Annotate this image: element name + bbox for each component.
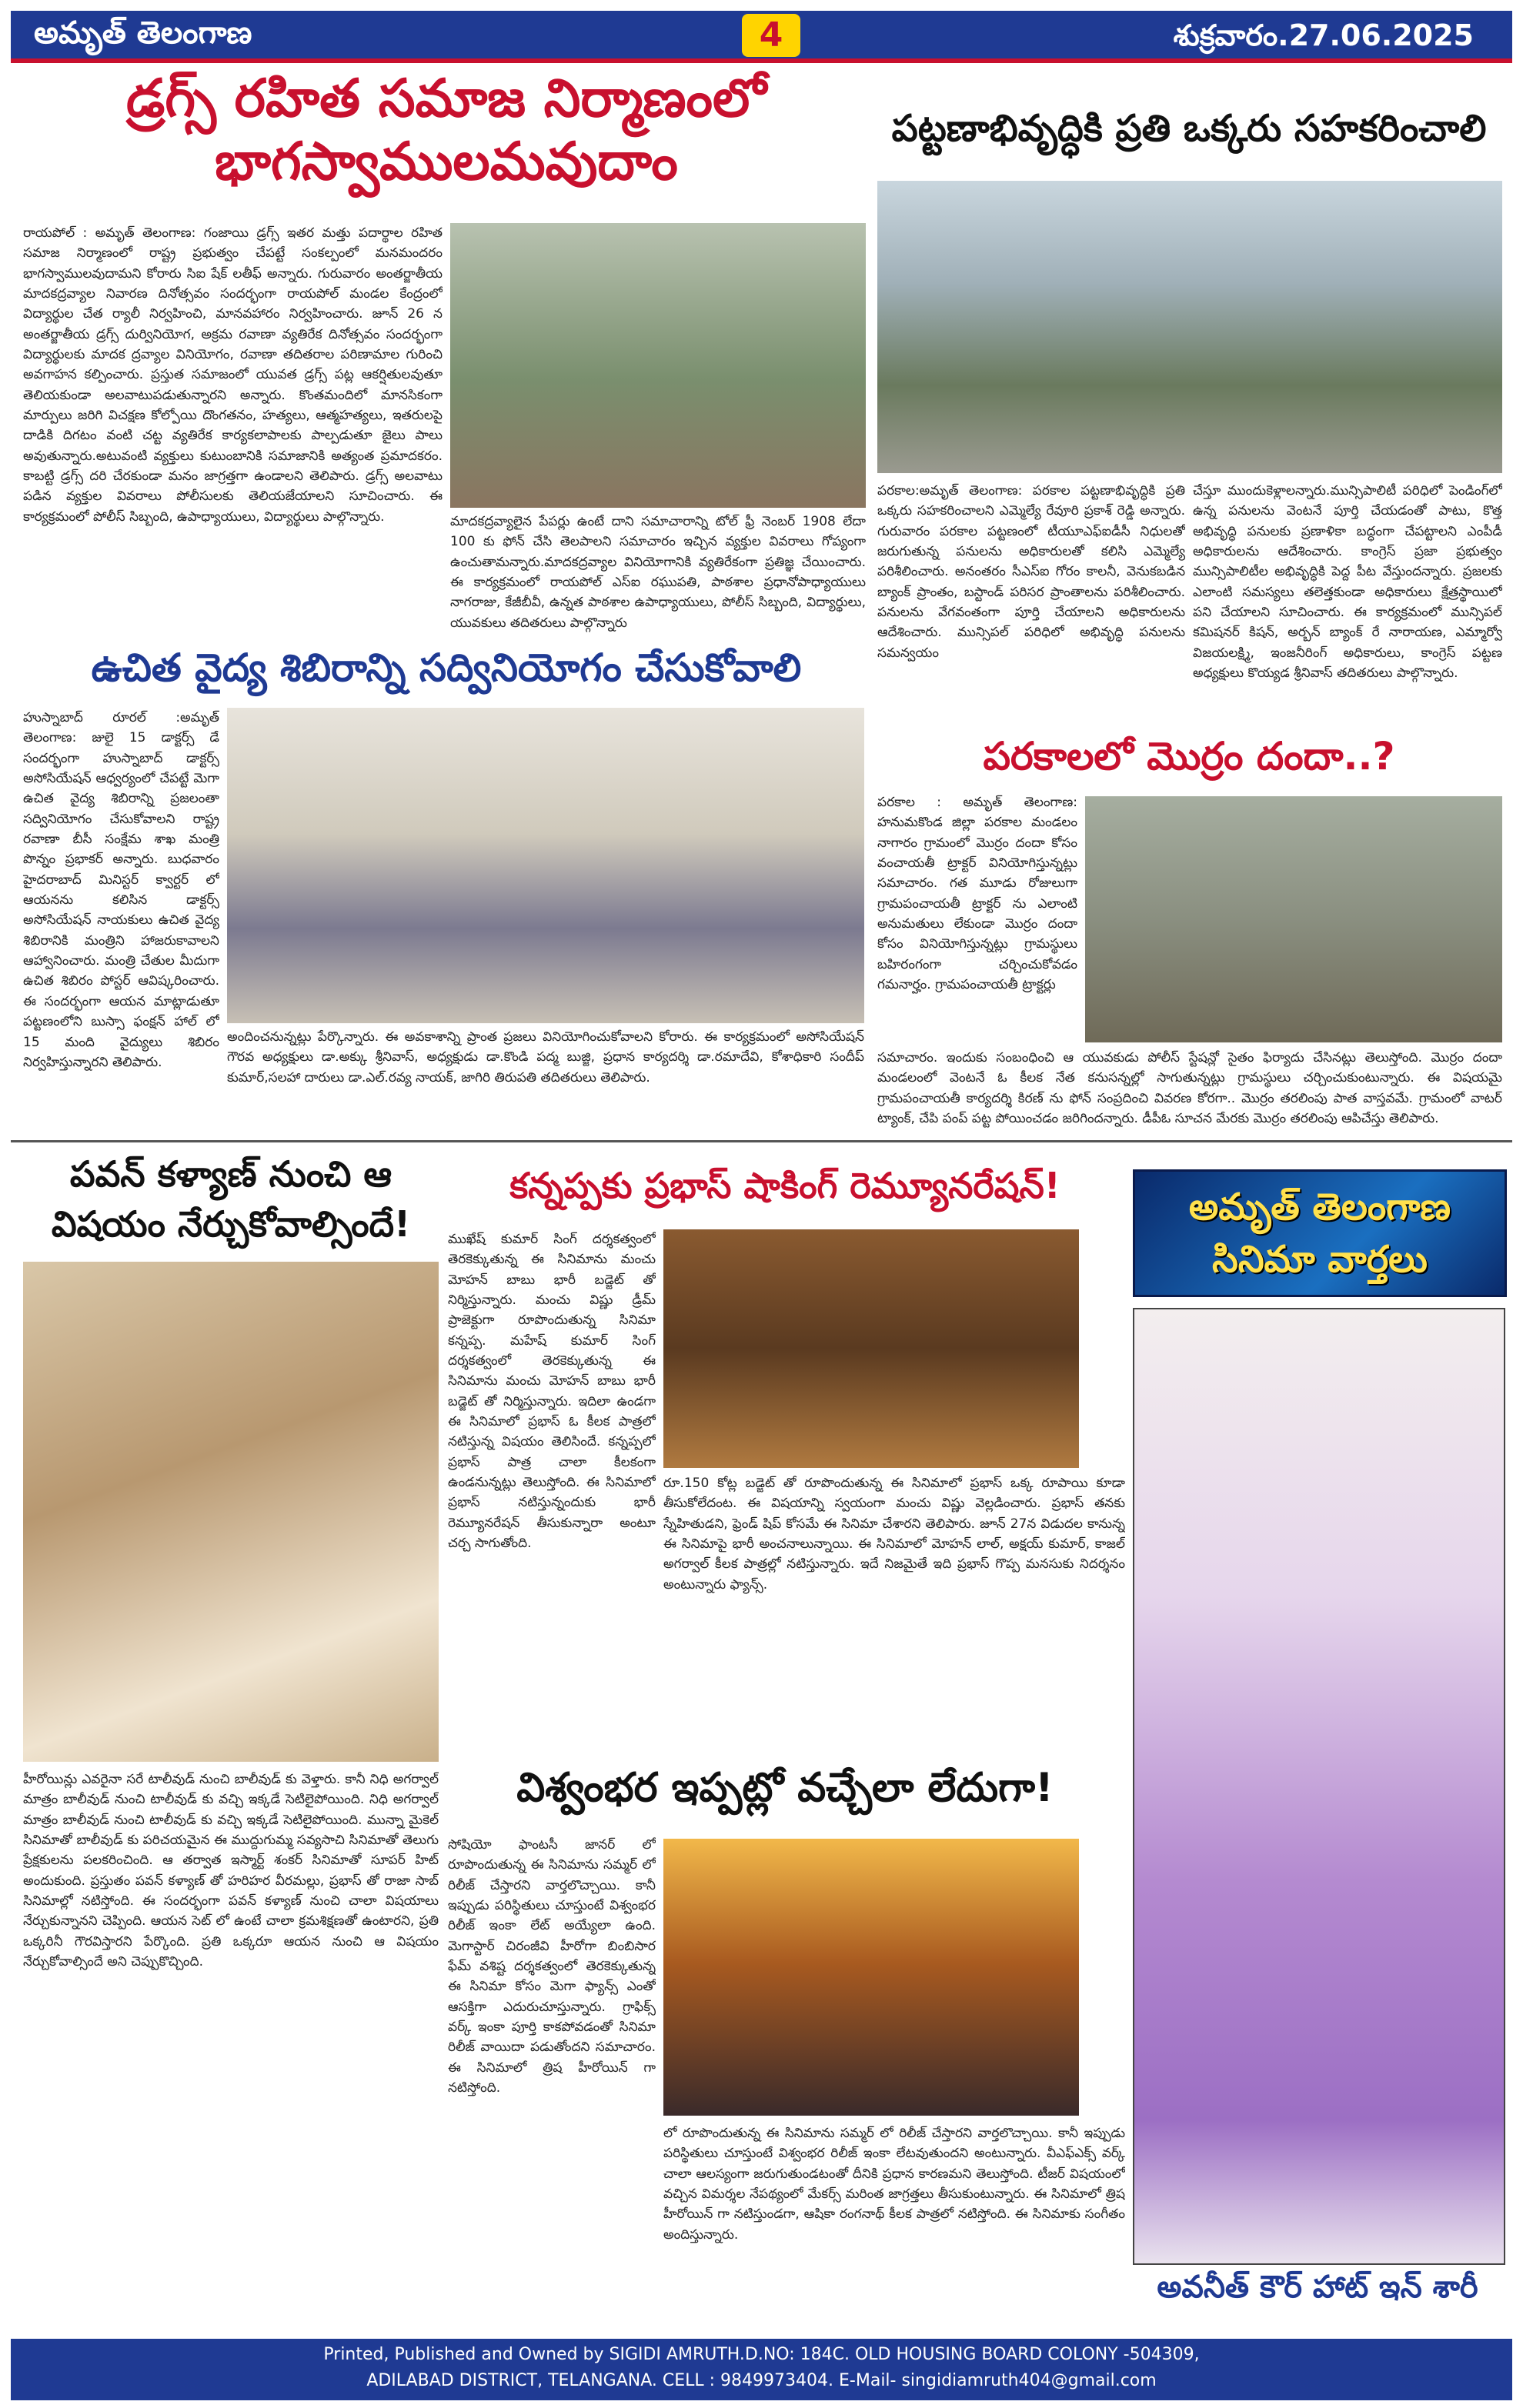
footer-line2: ADILABAD DISTRICT, TELANGANA. CELL : 9849973404. E-Mail- singidiamruth404@gmail.com (366, 2371, 1157, 2390)
drugs-rally-photo (450, 223, 866, 508)
vishwambhara-headline: విశ్వంభర ఇప్పట్లో వచ్చేలా లేదుగా! (516, 1765, 1054, 1811)
kannappa-body: ముఖేష్ కుమార్ సింగ్ దర్శకత్వంలో తెరకెక్కుతున్న ఈ సినిమాను మంచు మోహన్ బాబు భారీ బడ్జెట్ తో నిర్మిస్తున్నారు. మంచు విష్ణు డ్రీమ్ ప్రాజెక్టుగా రూపొందుతున్న సినిమా కన్నప్ప. మహేష్ కుమార్ సింగ్ దర్శకత్వంలో తెరకెక్కుతున్న ఈ సినిమాను మంచు మోహన్ బాబు భారీ బడ్జెట్ తో నిర్మిస్తున్నారు. ఇదిలా ఉండగా ఈ సినిమాలో ప్రభాస్ ఓ కీలక పాత్రలో నటిస్తున్న విషయం తెలిసిందే. కన్నప్పలో ప్రభాస్ పాత్ర చాలా కీలకంగా ఉండనున్నట్లు తెలుస్తోంది. ఈ సినిమాలో ప్రభాస్ నటిస్తున్నందుకు భారీ రెమ్యూనరేషన్ తీసుకున్నారా అంటూ చర్చ సాగుతోంది. (448, 1232, 656, 1552)
drugs-body: రాయపోల్ : అమృత్ తెలంగాణ: గంజాయి డ్రగ్స్ ఇతర మత్తు పదార్థాల రహిత సమాజ నిర్మాణంలో రాష్ట్ర ప్రభుత్వం చేపట్టే సంకల్పంలో మనమందరం భాగస్వాములవుదామని కోరారు సిఐ షేక్ లతీఫ్ అన్నారు. గురువారం అంతర్జాతీయ మాదకద్రవ్యాల నివారణ దినోత్సవం సందర్భంగా రాయపోల్ మండల కేంద్రంలో విద్యార్థుల చేత ర్యాలీ నిర్వహించి, మానవహారం నిర్వహించారు. జూన్ 26 న అంతర్జాతీయ డ్రగ్స్ దుర్వినియోగ, అక్రమ రవాణా వ్యతిరేక దినోత్సవం సందర్భంగా విద్యార్థులకు మాదక ద్రవ్యాల వినియోగం, రవాణా తదితరాల పరిణామాల గురించి అవగాహన కల్పించారు. ప్రస్తుత సమాజంలో యువత డ్రగ్స్ పట్ల ఆకర్షితులవుతూ తెలియకుండా అలవాటుపడుతున్నారని అన్నారు. కొంతమందిలో మానసికంగా మార్పులు జరిగి విచక్షణ కోల్పోయి దొంగతనం, హత్యలు, ఆత్మహత్యలు, ఇతరులపై దాడికి దిగటం వంటి చట్ట వ్యతిరేక కార్యకలాపాలకు పాల్పడుతూ జైలు పాలు అవుతున్నారు.అటువంటి వ్యక్తులు కుటుంబానికి సమాజానికి అత్యంత ప్రమాదకరం. కాబట్టి డ్రగ్స్ దరి చేరకుండా మనం జాగ్రత్తగా ఉండాలని తెలిపారు. డ్రగ్స్ అలవాటు పడిన వ్యక్తుల వివరాలు పోలీసులకు తెలియజేయాలని సూచించారు. ఈ కార్యక్రమంలో పోలీస్ సిబ్బంది, ఉపాధ్యాయులు, విద్యార్థులు పాల్గొన్నారు. (23, 225, 443, 525)
medical-body: హుస్నాబాద్ రూరల్ :అమృత్ తెలంగాణ: జులై 15 డాక్టర్స్ డే సందర్భంగా హుస్నాబాద్ డాక్టర్స్ అసోసియేషన్ ఆధ్వర్యంలో చేపట్టే మెగా ఉచిత వైద్య శిబిరాన్ని ప్రజలంతా సద్వినియోగం చేసుకోవాలని రాష్ట్ర రవాణా బీసీ సంక్షేమ శాఖ మంత్రి పొన్నం ప్రభాకర్ అన్నారు. బుధవారం హైదరాబాద్ మినిస్టర్ క్వార్టర్ లో ఆయనను కలిసిన డాక్టర్స్ అసోసియేషన్ నాయకులు ఉచిత వైద్య శిబిరానికి మంత్రిని హాజరుకావాలని ఆహ్వానించారు. మంత్రి చేతుల మీదుగా ఉచిత శిబిరం పోస్టర్ ఆవిష్కరించారు. ఈ సందర్భంగా ఆయన మాట్లాడుతూ పట్టణంలోని బుస్సా ఫంక్షన్ హాల్ లో 15 మంది వైద్యులు శిబిరం నిర్వహిస్తున్నారని తెలిపారు. (23, 710, 219, 1070)
sand-body: పరకాల : అమృత్ తెలంగాణ: హనుమకొండ జిల్లా పరకాల మండలం నాగారం గ్రామంలో మొర్రం దందా కోసం వంచాయతీ ట్రాక్టర్ వినియోగిస్తున్నట్లు సమాచారం. గత మూడు రోజులుగా గ్రామపంచాయతీ ట్రాక్టర్ ను ఎలాంటి అనుమతులు లేకుండా మొర్రం దందా కోసం వినియోగిస్తున్నట్లు గ్రామస్థులు బహిరంగంగా చర్చించుకోవడం గమనార్హం. గ్రామపంచాయతీ ట్రాక్టర్లు (877, 795, 1077, 993)
medical-headline: ఉచిత వైద్య శిబిరాన్ని సద్వినియోగం చేసుకోవాలి (91, 645, 802, 690)
cinema-banner-line1: అమృత్ తెలంగాణ (1188, 1186, 1451, 1229)
footer-imprint (11, 2339, 1512, 2400)
drugs-body-right: మాదకద్రవ్యాలైన పేపర్లు ఉంటే దాని సమాచారాన్ని టోల్ ఫ్రీ నెంబర్ 1908 లేదా 100 కు ఫోన్ చేసి తెలపాలని సమాచారం ఇచ్చిన వ్యక్తుల వివరాలు గోప్యంగా ఉంచుతామన్నారు.మాదకద్రవ్యాల వినియోగానికి వ్యతిరేకంగా ప్రతిజ్ఞ చేయించారు. ఈ కార్యక్రమంలో రాయపోల్ ఎస్ఐ రఘుపతి, పాఠశాల ప్రధానోపాధ్యాయులు నాగరాజు, కేజీబీవీ, ఉన్నత పాఠశాల ఉపాధ్యాయులు, పోలీస్ సిబ్బంది, విద్యార్థులు, యువకులు తదితరులు పాల్గొన్నారు (450, 514, 866, 631)
town-body: పరకాల:అమృత్ తెలంగాణ: పరకాల పట్టణాభివృద్ధికి ప్రతి ఒక్కరు సహకరించాలని ఎమ్మెల్యే రేవూరి ప్రకాశ్ రెడ్డి అన్నారు. గురువారం పరకాల పట్టణంలో టీయూఎఫ్ఐడీసీ నిధులతో జరుగుతున్న పనులను అధికారులతో కలిసి ఎమ్మెల్యే పరిశీలించారు. అనంతరం సీఎస్ఐ గోరం కాలనీ, వెనుకబడిన బ్యాంక్ ప్రాంతం, బస్టాండ్ పరిసర ప్రాంతాలను పరిశీలించారు. పనులను వేగవంతంగా పూర్తి చేయాలని అధికారులను ఆదేశించారు. మున్సిపల్ పరిధిలో అభివృద్ధి పనులను సమన్వయం (877, 483, 1185, 661)
kannappa-prabhas-photo (663, 1229, 1079, 1468)
avneet-kaur-photo (1133, 1308, 1505, 2265)
avneet-photo-caption: అవనీత్ కౌర్ హాట్ ఇన్ శారీ (1157, 2270, 1478, 2305)
medical-body-bottom: అందించనున్నట్లు పేర్కొన్నారు. ఈ అవకాశాన్ని ప్రాంత ప్రజలు వినియోగించుకోవాలని కోరారు. ఈ కార్యక్రమంలో అసోసియేషన్ గౌరవ అధ్యక్షులు డా.అక్కు శ్రీనివాస్, అధ్యక్షుడు డా.కొండి పద్మ బుజ్జి, ప్రధాన కార్యదర్శి డా.రమాదేవి, కోశాధికారి సందీప్ కుమార్,సలహా దారులు డా.ఎల్.రవ్య నాయక్, జాగిరి తిరుపతి తదితరులు తెలిపారు. (227, 1029, 864, 1086)
vishwambhara-body-right: లో రూపొందుతున్న ఈ సినిమాను సమ్మర్ లో రిలీజ్ చేస్తారని వార్తలొచ్చాయి. కానీ ఇప్పుడు పరిస్థితులు చూస్తుంటే విశ్వంభర రిలీజ్ ఇంకా లేటవుతుందని అంటున్నారు. వీఎఫ్ఎక్స్ వర్క్ చాలా ఆలస్యంగా జరుగుతుండటంతో దీనికి ప్రధాన కారణమని తెలుస్తోంది. టీజర్ విషయంలో వచ్చిన విమర్శల నేపథ్యంలో మేకర్స్ మరింత జాగ్రత్తలు తీసుకుంటున్నారు. ఈ సినిమాలో త్రిష హీరోయిన్ గా నటిస్తుండగా, ఆషికా రంగనాథ్ కీలక పాత్రలో నటిస్తోంది. ఈ సినిమాకు సంగీతం అందిస్తున్నారు. (663, 2126, 1125, 2243)
sand-tractor-photo (1085, 796, 1502, 1042)
medical-poster-launch-photo (227, 708, 864, 1023)
pawan-headline-1: పవన్ కళ్యాణ్ నుంచి ఆ (69, 1153, 392, 1195)
masthead (11, 11, 1512, 63)
issue-date: శుక్రవారం.27.06.2025 (1173, 18, 1474, 52)
town-inspection-photo (877, 181, 1502, 473)
paper-name: అమృత్ తెలంగాణ (34, 15, 252, 51)
town-body-right: చేస్తూ ముందుకెళ్లాలన్నారు.మున్సిపాలిటీ పరిధిలో పెండింగ్‌లో ఉన్న పనులను వెంటనే పూర్తి చేయడంతో పాటు, కొత్త అభివృద్ధి పనులకు ప్రణాళికా బద్ధంగా చేపట్టాలని ఎంపీడీ అధికారులను ఆదేశించారు. కాంగ్రెస్ ప్రజా ప్రభుత్వం మున్సిపాలిటీల అభివృద్ధికి పెద్ద పీట వేస్తుందన్నారు. ప్రజలకు ఎలాంటి సమస్యలు తలెత్తకుండా అధికారులు క్షేత్రస్థాయిలో పని చేయాలని సూచించారు. ఈ కార్యక్రమంలో మున్సిపల్ కమిషనర్ కిషన్, అర్బన్ బ్యాంక్ రే నారాయణ, ఎమ్మార్వో విజయలక్ష్మి, ఇంజనీరింగ్ అధికారులు, కాంగ్రెస్ పట్టణ అధ్యక్షులు కొయ్యడ శ్రీనివాస్ తదితరులు పాల్గొన్నారు. (1193, 483, 1502, 682)
pawan-body: హీరోయిన్లు ఎవరైనా సరే టాలీవుడ్ నుంచి బాలీవుడ్ కు వెళ్తారు. కానీ నిధి అగర్వాల్ మాత్రం బాలీవుడ్ నుంచి టాలీవుడ్ కు వచ్చి ఇక్కడే సెటిలైపోయింది. నిధి అగర్వాల్ మాత్రం బాలీవుడ్ నుంచి టాలీవుడ్ కు వచ్చి ఇక్కడే సెటిలైపోయింది. మున్నా మైకెల్ సినిమాతో బాలీవుడ్ కు పరిచయమైన ఈ ముద్దుగుమ్మ సవ్యసాచి సినిమాతో తెలుగు ప్రేక్షకులను పలకరించింది. ఆ తర్వాత ఇస్మార్ట్ శంకర్ సినిమాతో సూపర్ హిట్ అందుకుంది. ప్రస్తుతం పవన్ కళ్యాణ్ తో హరిహర వీరమల్లు, ప్రభాస్ తో రాజా సాబ్ సినిమాల్లో నటిస్తోంది. ఈ సందర్భంగా పవన్ కళ్యాణ్ నుంచి చాలా విషయాలు నేర్చుకున్నానని చెప్పింది. ఆయన సెట్ లో ఉంటే చాలా క్రమశిక్షణతో ఉంటారని, ప్రతి ఒక్కరినీ గౌరవిస్తారని పేర్కొంది. ప్రతి ఒక్కరూ ఆయన నుంచి ఆ విషయం నేర్చుకోవాల్సిందే అని చెప్పుకొచ్చింది. (23, 1772, 439, 1970)
pawan-headline-2: విషయం నేర్చుకోవాల్సిందే! (51, 1203, 411, 1245)
sand-headline: పరకాలలో మొర్రం దందా..? (983, 734, 1395, 779)
section-divider (11, 1140, 1512, 1142)
drugs-headline-1: డ్రగ్స్ రహిత సమాజ నిర్మాణంలో (126, 68, 767, 129)
cinema-banner-line2: సినిమా వార్తలు (1212, 1238, 1428, 1281)
kannappa-headline: కన్నప్పకు ప్రభాస్ షాకింగ్ రెమ్యూనరేషన్! (509, 1165, 1060, 1206)
drugs-headline-2: భాగస్వాములమవుదాం (215, 132, 678, 192)
nidhhi-agerwal-photo (23, 1262, 439, 1762)
cinema-news-banner (1133, 1169, 1507, 1297)
vishwambhara-chiranjeevi-photo (663, 1839, 1079, 2116)
page-number: 4 (742, 14, 800, 57)
vishwambhara-body: సోషియో ఫాంటసీ జానర్ లో రూపొందుతున్న ఈ సినిమాను సమ్మర్ లో రిలీజ్ చేస్తారని వార్తలొచ్చాయి. కానీ ఇప్పుడు పరిస్థితులు చూస్తుంటే విశ్వంభర రిలీజ్ ఇంకా లేట్ అయ్యేలా ఉంది. మెగాస్టార్ చిరంజీవి హీరోగా బింబిసార ఫేమ్ వశిష్ట దర్శకత్వంలో తెరకెక్కుతున్న ఈ సినిమా కోసం మెగా ఫ్యాన్స్ ఎంతో ఆసక్తిగా ఎదురుచూస్తున్నారు. గ్రాఫిక్స్ వర్క్ ఇంకా పూర్తి కాకపోవడంతో సినిమా రిలీజ్ వాయిదా పడుతోందని సమాచారం. ఈ సినిమాలో త్రిష హీరోయిన్ గా నటిస్తోంది. (448, 1837, 656, 2096)
footer-line1: Printed, Published and Owned by SIGIDI AMRUTH.D.NO: 184C. OLD HOUSING BOARD COLONY -504309, (323, 2345, 1200, 2364)
kannappa-body-right: రూ.150 కోట్ల బడ్జెట్ తో రూపొందుతున్న ఈ సినిమాలో ప్రభాస్ ఒక్క రూపాయి కూడా తీసుకోలేదంట. ఈ విషయాన్ని స్వయంగా మంచు విష్ణు వెల్లడించారు. ప్రభాస్ తనకు స్నేహితుడని, ఫ్రెండ్ షిప్ కోసమే ఈ సినిమా చేశారని తెలిపారు. జూన్ 27న విడుదల కానున్న ఈ సినిమాపై భారీ అంచనాలున్నాయి. ఈ సినిమాలో మోహన్ లాల్, అక్షయ్ కుమార్, కాజల్ అగర్వాల్ కీలక పాత్రల్లో నటిస్తున్నారు. ఇదే నిజమైతే ఇది ప్రభాస్ గొప్ప మనసుకు నిదర్శనం అంటున్నారు ఫ్యాన్స్. (663, 1476, 1125, 1593)
sand-body-bottom: సమాచారం. ఇందుకు సంబంధించి ఆ యువకుడు పోలీస్ స్టేషన్లో సైతం ఫిర్యాదు చేసినట్లు తెలుస్తోంది. మొర్రం దందా మండలంలో వెంటనే ఓ కీలక నేత కనుసన్నల్లో సాగుతున్నట్లు గ్రామస్థులు చర్చించుకుంటున్నారు. ఈ విషయమై గ్రామపంచాయతీ కార్యదర్శి కిరణ్ ను ఫోన్ సంప్రదించి వివరణ కోరగా.. మొర్రం తరలింపు పాత వాస్తవమే. గ్రామంలో వాటర్ ట్యాంక్, చేపి పంప్ పట్ట పోయించడం జరిగిందన్నారు. డీపీఓ సూచన మేరకు మొర్రం తరలింపు ఆపిచేస్తు తెలిపారు. (877, 1050, 1502, 1127)
town-headline: పట్టణాభివృద్ధికి ప్రతి ఒక్కరు సహకరించాలి (891, 107, 1487, 150)
